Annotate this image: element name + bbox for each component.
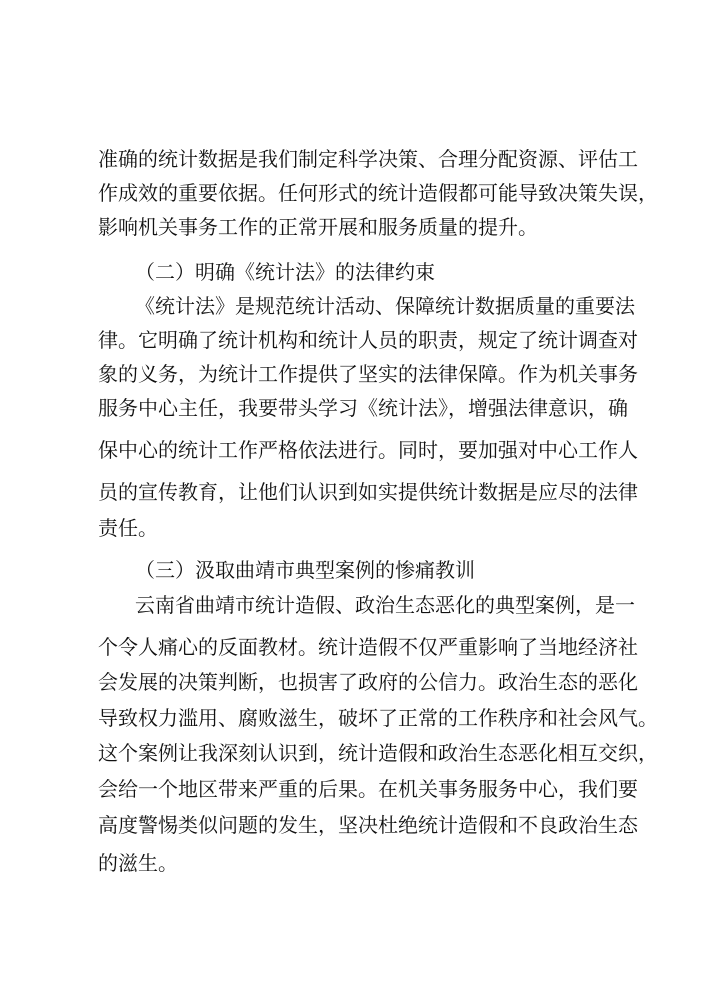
paragraph-line: 会发展的决策判断，也损害了政府的公信力。政治生态的恶化 — [98, 670, 638, 694]
paragraph-line: 的滋生。 — [98, 851, 178, 875]
paragraph-line: 云南省曲靖市统计造假、政治生态恶化的典型案例，是一 — [135, 593, 635, 617]
section-heading: （二）明确《统计法》的法律约束 — [135, 260, 435, 284]
paragraph-line: 个令人痛心的反面教材。统计造假不仅严重影响了当地经济社 — [98, 635, 638, 659]
paragraph-line: 作成效的重要依据。任何形式的统计造假都可能导致决策失误， — [98, 181, 658, 205]
paragraph-line: 这个案例让我深刻认识到，统计造假和政治生态恶化相互交织， — [98, 741, 658, 765]
section-heading: （三）汲取曲靖市典型案例的惨痛教训 — [135, 558, 475, 582]
paragraph-line: 高度警惕类似问题的发生，坚决杜绝统计造假和不良政治生态 — [98, 813, 638, 837]
paragraph-line: 象的义务，为统计工作提供了坚实的法律保障。作为机关事务 — [98, 362, 638, 386]
paragraph-line: 服务中心主任，我要带头学习《统计法》，增强法律意识，确 — [98, 396, 628, 420]
paragraph-line: 责任。 — [98, 516, 158, 540]
paragraph-line: 员的宣传教育，让他们认识到如实提供统计数据是应尽的法律 — [98, 480, 638, 504]
paragraph-line: 导致权力滥用、腐败滋生，破坏了正常的工作秩序和社会风气。 — [98, 706, 658, 730]
paragraph-line: 影响机关事务工作的正常开展和服务质量的提升。 — [98, 215, 538, 239]
paragraph-line: 《统计法》是规范统计活动、保障统计数据质量的重要法 — [135, 294, 635, 318]
paragraph-line: 会给一个地区带来严重的后果。在机关事务服务中心，我们要 — [98, 777, 638, 801]
paragraph-line: 准确的统计数据是我们制定科学决策、合理分配资源、评估工 — [98, 147, 638, 171]
paragraph-line: 律。它明确了统计机构和统计人员的职责，规定了统计调查对 — [98, 328, 638, 352]
paragraph-line: 保中心的统计工作严格依法进行。同时，要加强对中心工作人 — [98, 438, 638, 462]
